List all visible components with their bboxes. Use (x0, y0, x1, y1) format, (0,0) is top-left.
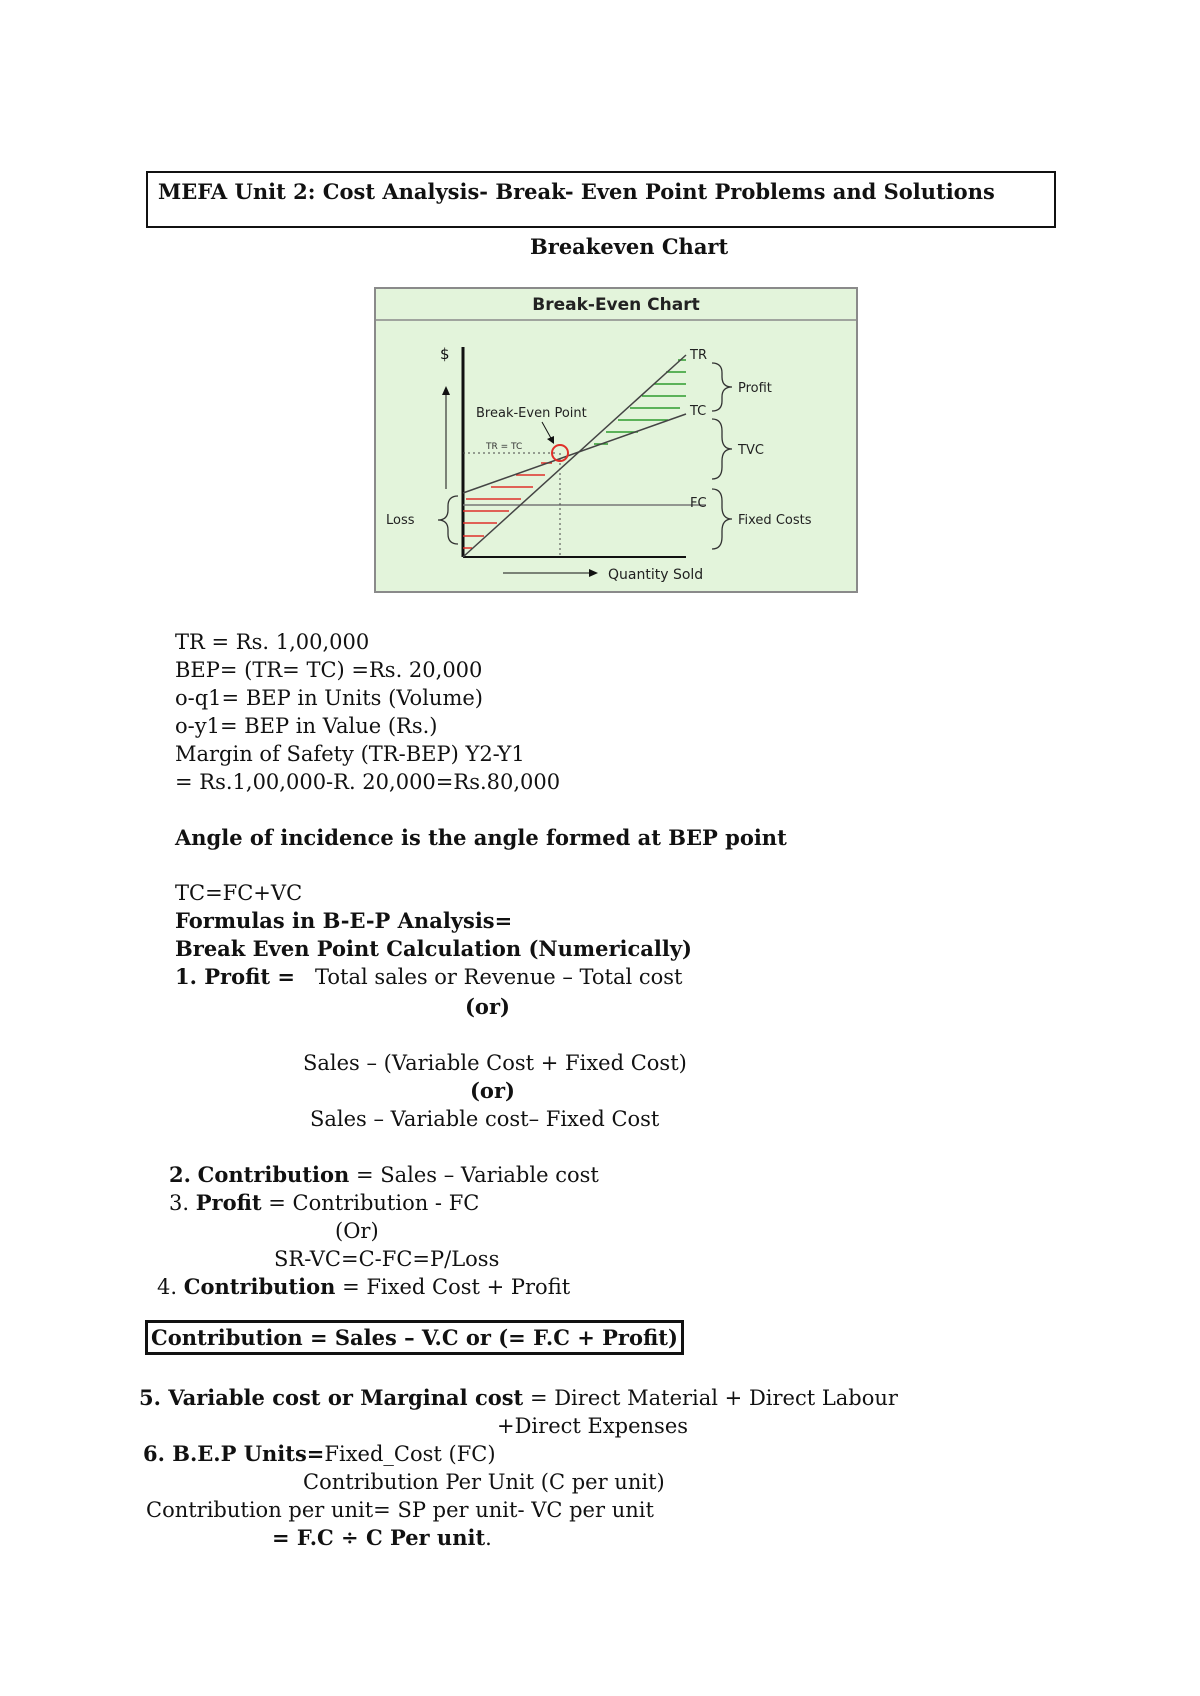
profit-brace-label: Profit (738, 381, 772, 396)
formula-1-or-2: (or) (470, 1078, 515, 1103)
bep-pointer-line (542, 422, 552, 440)
oy1-line-text: o-y1= BEP in Value (Rs.) (175, 714, 438, 738)
formula-5-label: 5. Variable cost or Marginal cost (139, 1385, 524, 1410)
formula-6-numerator: Fixed_Cost (FC) (324, 1442, 496, 1466)
contribution-per-unit: Contribution per unit= SP per unit- VC per unit (146, 1498, 654, 1522)
formula-1-label: 1. Profit = (175, 964, 295, 989)
y-axis-label: $ (440, 345, 450, 363)
formula-4-label: Contribution (183, 1274, 336, 1299)
formulas-heading: Formulas in B-E-P Analysis= (175, 908, 513, 933)
chart-title: Break-Even Chart (532, 295, 700, 315)
formula-1-alt-2: Sales – Variable cost– Fixed Cost (310, 1107, 660, 1131)
formula-2 (169, 1161, 599, 1189)
formula-6-result-bold: = F.C ÷ C Per unit (272, 1525, 486, 1550)
formula-5-text: = Direct Material + Direct Labour (529, 1386, 898, 1410)
tc-formula: TC=FC+VC (175, 881, 303, 905)
margin-of-safety-calc: = Rs.1,00,000-R. 20,000=Rs.80,000 (175, 770, 561, 794)
fixed-costs-brace-label: Fixed Costs (738, 513, 812, 528)
tvc-brace (712, 419, 732, 479)
x-arrow-head (589, 569, 598, 577)
loss-brace (438, 496, 458, 544)
tc-label: TC (690, 404, 707, 419)
formula-6-result-dot: . (485, 1526, 492, 1550)
bep-label: Break-Even Point (476, 406, 587, 421)
oq1-line-text: o-q1= BEP in Units (Volume) (175, 686, 483, 710)
formula-3-num: 3. (169, 1191, 190, 1215)
formula-3-label: Profit (195, 1190, 262, 1215)
document-title: MEFA Unit 2: Cost Analysis- Break- Even Point Problems and Solutions (158, 179, 995, 204)
margin-of-safety-text: Margin of Safety (TR-BEP) Y2-Y1 (175, 742, 525, 766)
formula-6 (143, 1440, 496, 1468)
formula-3-text: = Contribution - FC (268, 1191, 480, 1215)
formula-2-num: 2. (169, 1162, 191, 1187)
fc-label: FC (690, 496, 707, 511)
tr-line-text: TR = Rs. 1,00,000 (175, 630, 370, 654)
formula-5-text-2: +Direct Expenses (497, 1414, 689, 1438)
bep-line-text: BEP= (TR= TC) =Rs. 20,000 (175, 658, 483, 682)
formula-3-or: (Or) (335, 1219, 379, 1243)
formula-6-label: 6. B.E.P Units= (143, 1441, 325, 1466)
formula-5 (139, 1384, 898, 1412)
bep-calc-heading: Break Even Point Calculation (Numerically) (175, 936, 692, 961)
formula-1 (175, 963, 683, 991)
break-even-chart-svg (376, 289, 856, 591)
angle-of-incidence: Angle of incidence is the angle formed at BEP point (175, 825, 787, 850)
tr-line (463, 355, 686, 557)
section-heading: Breakeven Chart (530, 234, 729, 259)
title-box (146, 171, 1056, 228)
contribution-boxed-formula: Contribution = Sales – V.C or (= F.C + Profit) (145, 1320, 684, 1355)
formula-2-text: = Sales – Variable cost (355, 1163, 599, 1187)
formula-1-alt-1: Sales – (Variable Cost + Fixed Cost) (303, 1051, 687, 1075)
formula-6-denominator: Contribution Per Unit (C per unit) (303, 1470, 665, 1494)
break-even-chart (374, 287, 858, 593)
tr-eq-tc-label: TR = TC (486, 442, 523, 452)
tvc-brace-label: TVC (738, 443, 764, 458)
profit-hatch (594, 360, 686, 444)
loss-brace-label: Loss (386, 513, 415, 528)
formula-2-label: Contribution (197, 1162, 350, 1187)
formula-1-text: Total sales or Revenue – Total cost (315, 965, 683, 989)
tr-label: TR (690, 348, 707, 363)
formula-4-num: 4. (157, 1275, 178, 1299)
profit-brace (712, 363, 732, 411)
x-axis-label: Quantity Sold (608, 567, 704, 583)
formula-4 (157, 1273, 570, 1301)
tc-line (463, 414, 686, 493)
y-arrow-head (442, 386, 450, 395)
formula-6-result (272, 1524, 492, 1552)
formula-3-alt: SR-VC=C-FC=P/Loss (274, 1247, 500, 1271)
formula-3 (169, 1189, 479, 1217)
fixed-costs-brace (712, 489, 732, 549)
formula-4-text: = Fixed Cost + Profit (342, 1275, 571, 1299)
formula-1-or-1: (or) (465, 994, 510, 1019)
